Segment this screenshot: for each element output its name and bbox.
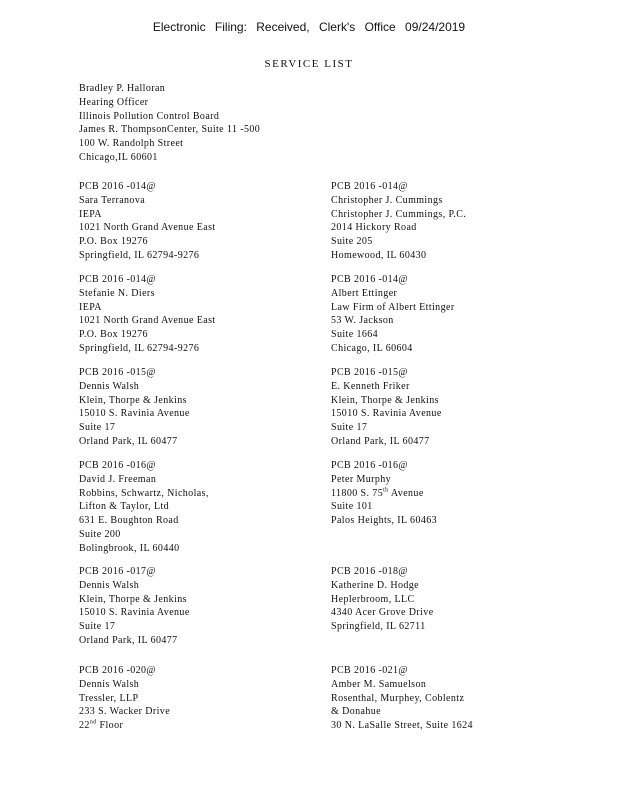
- recipient-name: Katherine D. Hodge: [331, 579, 420, 591]
- address-line: Klein, Thorpe & Jenkins: [79, 593, 187, 605]
- address-line: Bolingbrook, IL 60440: [79, 542, 180, 554]
- address-line: Heplerbroom, LLC: [331, 593, 415, 605]
- service-entry-left: [79, 565, 190, 648]
- service-entry-left: [79, 664, 170, 733]
- address-line: 30 N. LaSalle Street, Suite 1624: [331, 720, 473, 732]
- address-line: Suite 17: [79, 621, 116, 633]
- address-line: 22nd Floor: [79, 719, 124, 732]
- case-number: PCB 2016 -014@: [331, 274, 409, 285]
- address-line: 1021 North Grand Avenue East: [79, 222, 216, 234]
- address-line: Chicago, IL 60604: [331, 342, 413, 354]
- service-entry-left: [79, 273, 216, 356]
- address-line: Suite 101: [331, 501, 373, 513]
- address-line: Klein, Thorpe & Jenkins: [331, 394, 439, 406]
- address-line: 11800 S. 75th Avenue: [331, 487, 424, 499]
- address-line: Robbins, Schwartz, Nicholas,: [79, 487, 209, 499]
- address-line: Rosenthal, Murphey, Coblentz: [331, 692, 465, 704]
- recipient-name: Albert Ettinger: [331, 287, 398, 299]
- service-list-title: SERVICE LIST: [264, 58, 354, 70]
- address-line: Homewood, IL 60430: [331, 249, 427, 261]
- address-line: Suite 17: [79, 422, 116, 434]
- service-entry-right: [331, 273, 455, 356]
- address-line: Springfield, IL 62711: [331, 621, 426, 633]
- recipient-name: Peter Murphy: [331, 473, 392, 485]
- filing-stamp-header: Electronic Filing: Received, Clerk's Office 09/24/2019: [152, 20, 466, 34]
- address-line: Lifton & Taylor, Ltd: [79, 501, 170, 513]
- address-line: Chicago,IL 60601: [79, 151, 158, 163]
- address-line: Orland Park, IL 60477: [331, 435, 430, 447]
- case-number: PCB 2016 -016@: [331, 460, 409, 471]
- address-line: P.O. Box 19276: [79, 236, 148, 248]
- address-line: Springfield, IL 62794-9276: [79, 342, 200, 354]
- address-line: Bradley P. Halloran: [79, 83, 166, 94]
- address-line: IEPA: [79, 208, 102, 220]
- case-number: PCB 2016 -014@: [79, 274, 157, 285]
- recipient-name: David J. Freeman: [79, 473, 157, 485]
- address-line: Suite 17: [331, 422, 368, 434]
- address-line: 53 W. Jackson: [331, 315, 394, 327]
- recipient-name: Stefanie N. Diers: [79, 287, 155, 299]
- address-line: Illinois Pollution Control Board: [79, 110, 220, 122]
- address-line: 2014 Hickory Road: [331, 222, 417, 234]
- recipient-name: E. Kenneth Friker: [331, 380, 410, 392]
- case-number: PCB 2016 -017@: [79, 566, 157, 577]
- address-line: Christopher J. Cummings, P.C.: [331, 208, 467, 220]
- address-line: 15010 S. Ravinia Avenue: [79, 607, 190, 619]
- address-line: Orland Park, IL 60477: [79, 634, 178, 646]
- address-line: Suite 205: [331, 236, 373, 248]
- address-line: 15010 S. Ravinia Avenue: [331, 408, 442, 420]
- service-entry-right: [331, 459, 437, 528]
- address-line: Law Firm of Albert Ettinger: [331, 301, 455, 313]
- address-line: Springfield, IL 62794-9276: [79, 249, 200, 261]
- recipient-name: Christopher J. Cummings: [331, 194, 443, 206]
- case-number: PCB 2016 -016@: [79, 460, 157, 471]
- address-line: James R. ThompsonCenter, Suite 11 -500: [79, 124, 261, 136]
- address-line: 1021 North Grand Avenue East: [79, 315, 216, 327]
- address-line: Tressler, LLP: [79, 692, 139, 704]
- service-entry-left: [79, 366, 190, 449]
- address-line: Palos Heights, IL 60463: [331, 515, 438, 527]
- recipient-name: Amber M. Samuelson: [331, 678, 427, 690]
- address-line: Klein, Thorpe & Jenkins: [79, 394, 187, 406]
- service-entry-right: [331, 565, 434, 634]
- case-number: PCB 2016 -014@: [79, 181, 157, 192]
- address-line: Orland Park, IL 60477: [79, 435, 178, 447]
- address-line: 15010 S. Ravinia Avenue: [79, 408, 190, 420]
- hearing-officer-block: [79, 82, 260, 165]
- address-line: IEPA: [79, 301, 102, 313]
- address-line: 233 S. Wacker Drive: [79, 706, 171, 718]
- recipient-name: Dennis Walsh: [79, 579, 140, 591]
- service-entry-left: [79, 459, 209, 556]
- case-number: PCB 2016 -020@: [79, 665, 157, 676]
- address-line: Suite 200: [79, 528, 121, 540]
- case-number: PCB 2016 -015@: [331, 367, 409, 378]
- case-number: PCB 2016 -021@: [331, 665, 409, 676]
- address-line: 4340 Acer Grove Drive: [331, 607, 434, 619]
- address-line: Suite 1664: [331, 329, 379, 341]
- address-line: 100 W. Randolph Street: [79, 138, 184, 150]
- recipient-name: Sara Terranova: [79, 194, 146, 206]
- service-entry-left: [79, 180, 216, 263]
- address-line: & Donahue: [331, 706, 381, 718]
- address-line: 631 E. Boughton Road: [79, 515, 179, 527]
- case-number: PCB 2016 -015@: [79, 367, 157, 378]
- address-line: P.O. Box 19276: [79, 329, 148, 341]
- case-number: PCB 2016 -014@: [331, 181, 409, 192]
- case-number: PCB 2016 -018@: [331, 566, 409, 577]
- service-entry-right: [331, 664, 473, 733]
- service-entry-right: [331, 366, 442, 449]
- service-entry-right: [331, 180, 466, 263]
- recipient-name: Dennis Walsh: [79, 678, 140, 690]
- address-line: Hearing Officer: [79, 96, 149, 108]
- recipient-name: Dennis Walsh: [79, 380, 140, 392]
